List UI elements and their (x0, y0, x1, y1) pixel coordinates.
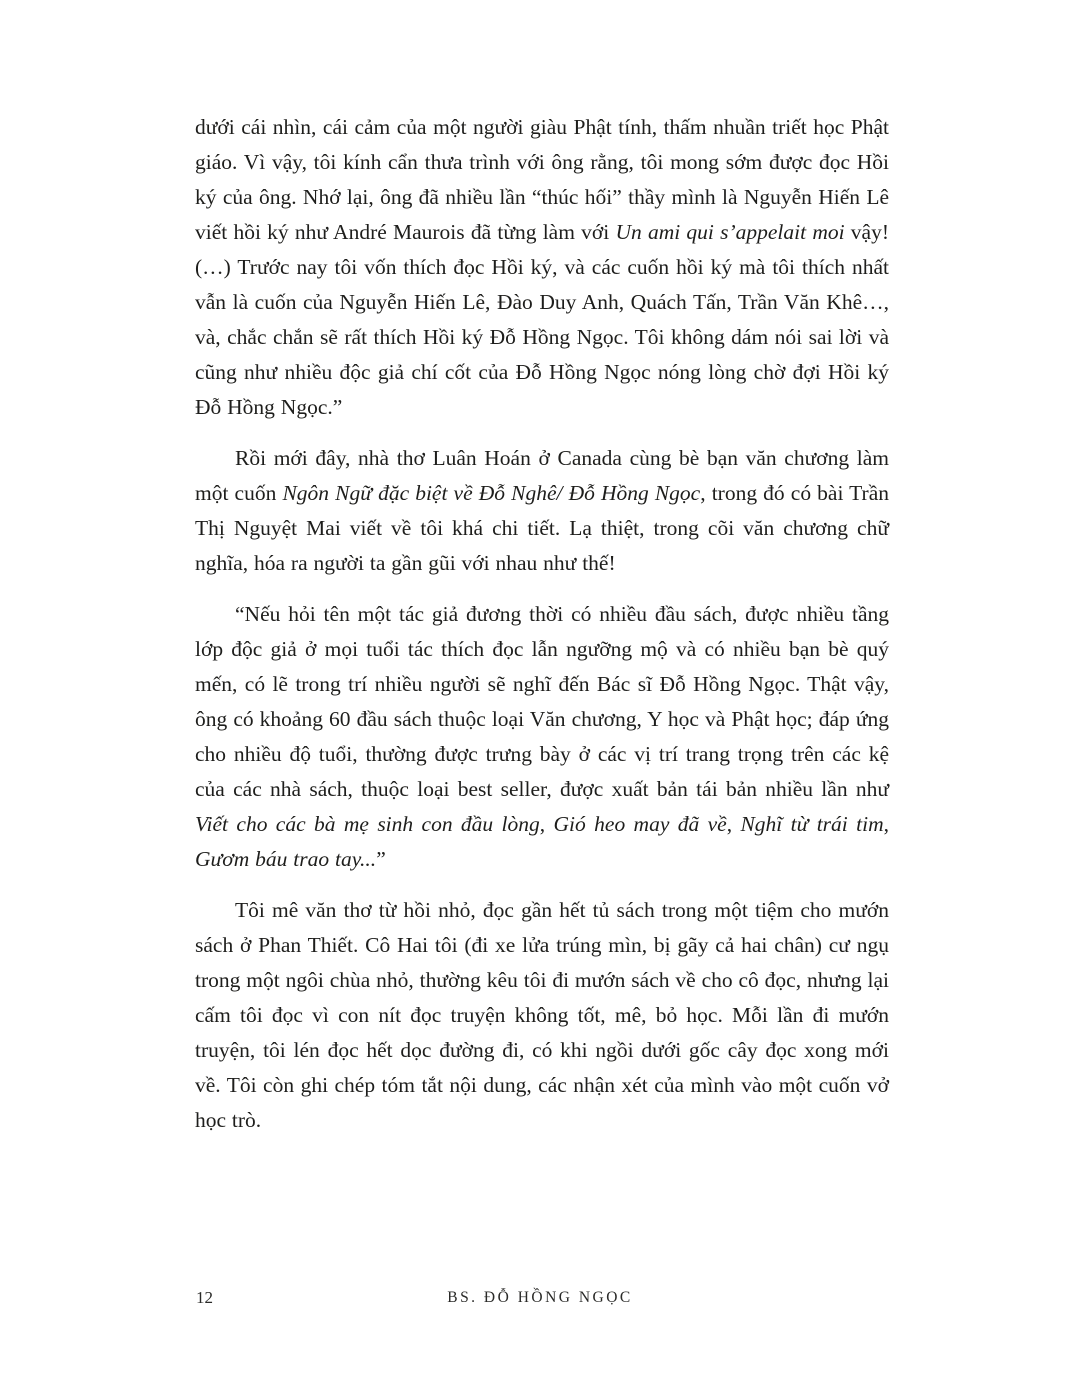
page-footer (0, 1288, 1080, 1318)
text-run: Rồi mới đây, nhà thơ Luân Hoán ở Canada cùng bè bạn văn chương làm một cuốn (195, 446, 889, 505)
paragraph (195, 893, 889, 1138)
paragraph (195, 441, 889, 581)
text-run: , (539, 812, 554, 836)
italic-text-run: Gươm báu trao tay... (195, 847, 377, 871)
page-text (195, 110, 889, 1138)
text-run: , trong đó có bài Trần Thị Nguyệt Mai viết về tôi khá chi tiết. Lạ thiệt, trong cõi văn chương chữ nghĩa, hóa ra người ta gần gũi với nhau như thế! (195, 481, 889, 575)
text-run: “Nếu hỏi tên một tác giả đương thời có nhiều đầu sách, được nhiều tầng lớp độc giả ở mọi tuổi tác thích đọc lẫn ngưỡng mộ và có nhiều bạn bè quý mến, có lẽ trong trí nhiều người sẽ nghĩ đến Bác sĩ Đỗ Hồng Ngọc. Thật vậy, ông có khoảng 60 đầu sách thuộc loại Văn chương, Y học và Phật học; đáp ứng cho nhiều độ tuổi, thường được trưng bày ở các vị trí trang trọng trên các kệ của các nhà sách, thuộc loại best seller, được xuất bản tái bản nhiều lần như (195, 602, 889, 801)
page-number: 12 (196, 1288, 213, 1307)
text-run: ” (376, 847, 386, 871)
italic-text-run: Nghĩ từ trái tim (740, 812, 884, 836)
italic-text-run: Gió heo may đã về (553, 812, 727, 836)
italic-text-run: Viết cho các bà mẹ sinh con đầu lòng (195, 812, 540, 836)
running-title: BS. ĐỖ HỒNG NGỌC (447, 1289, 633, 1306)
text-run: vậy! (…) Trước nay tôi vốn thích đọc Hồi ký, và các cuốn hồi ký mà tôi thích nhất vẫn là cuốn của Nguyễn Hiến Lê, Đào Duy Anh, Quách Tấn, Trần Văn Khê…, và, chắc chắn sẽ rất thích Hồi ký Đỗ Hồng Ngọc. Tôi không dám nói sai lời và cũng như nhiều độc giả chí cốt của Đỗ Hồng Ngọc nóng lòng chờ đợi Hồi ký Đỗ Hồng Ngọc.” (195, 220, 889, 419)
italic-text-run: Ngôn Ngữ đặc biệt về Đỗ Nghê/ Đỗ Hồng Ngọc (282, 481, 701, 505)
paragraph (195, 597, 889, 877)
text-run: , (726, 812, 741, 836)
text-run: , (883, 812, 889, 836)
paragraph (195, 110, 889, 425)
text-run: Tôi mê văn thơ từ hồi nhỏ, đọc gần hết tủ sách trong một tiệm cho mướn sách ở Phan Thiết. Cô Hai tôi (đi xe lửa trúng mìn, bị gãy cả hai chân) cư ngụ trong một ngôi chùa nhỏ, thường kêu tôi đi mướn sách về cho cô đọc, nhưng lại cấm tôi đọc vì con nít đọc truyện không tốt, mê, bỏ học. Mỗi lần đi mướn truyện, tôi lén đọc hết dọc đường đi, có khi ngồi dưới gốc cây đọc xong mới về. Tôi còn ghi chép tóm tắt nội dung, các nhận xét của mình vào một cuốn vở học trò. (195, 898, 889, 1132)
text-run: dưới cái nhìn, cái cảm của một người giàu Phật tính, thấm nhuần triết học Phật giáo. Vì vậy, tôi kính cẩn thưa trình với ông rằng, tôi mong sớm được đọc Hồi ký của ông. Nhớ lại, ông đã nhiều lần “thúc hối” thầy mình là Nguyễn Hiến Lê viết hồi ký như André Maurois đã từng làm với (195, 115, 889, 244)
italic-text-run: Un ami qui s’appelait moi (615, 220, 845, 244)
